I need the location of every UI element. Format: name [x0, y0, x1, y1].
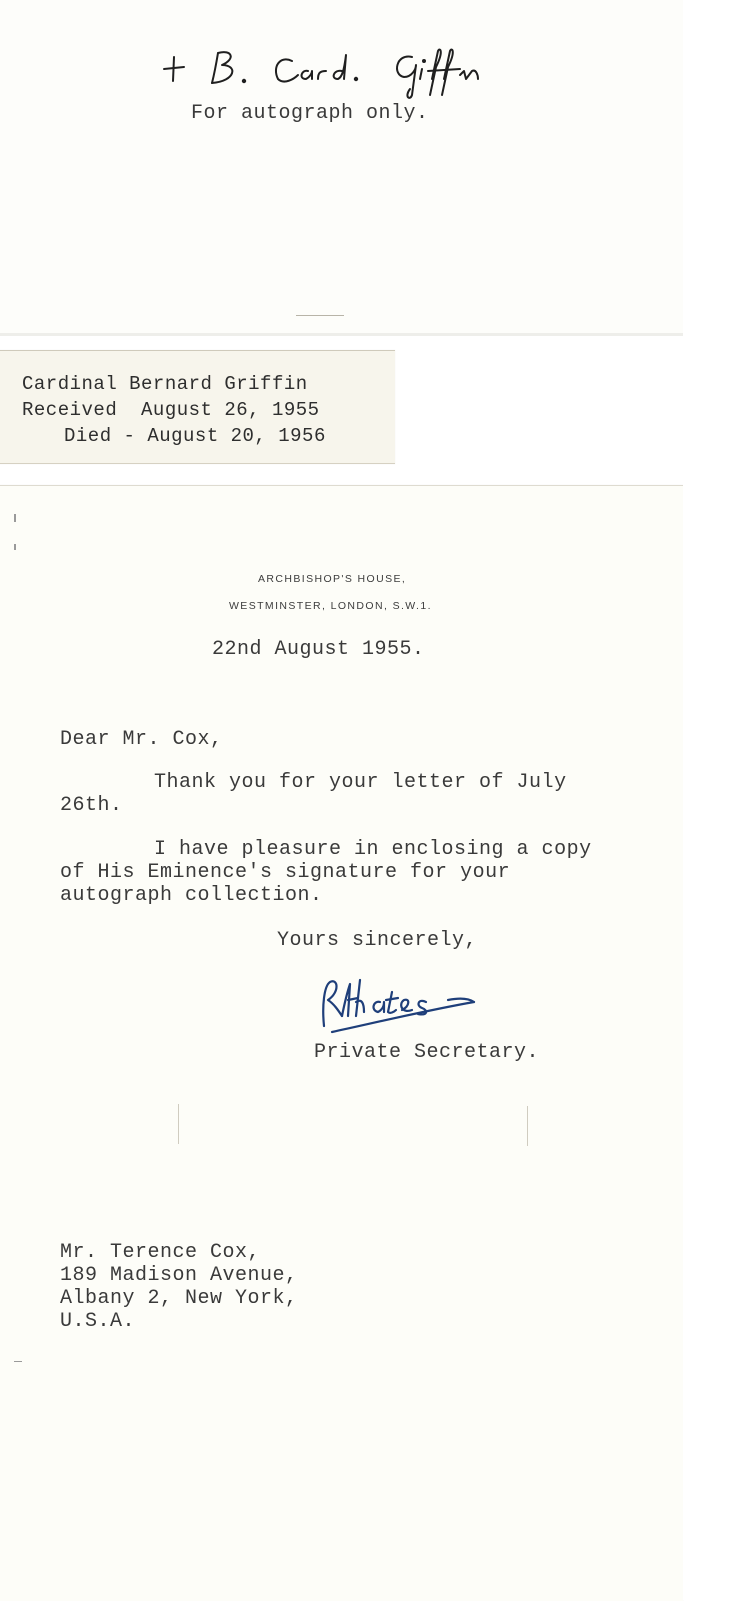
address-line-3: Albany 2, New York,	[60, 1287, 298, 1310]
typed-note-slip	[0, 350, 395, 464]
letter-page	[0, 485, 683, 1601]
closing: Yours sincerely,	[277, 929, 478, 952]
autograph-caption: For autograph only.	[191, 102, 429, 125]
paragraph-2-line-3: autograph collection.	[60, 884, 323, 907]
paragraph-2-line-2: of His Eminence's signature for your	[60, 861, 511, 884]
paragraph-2-line-1: I have pleasure in enclosing a copy	[154, 838, 592, 861]
paragraph-1-line-2: 26th.	[60, 794, 123, 817]
fold-mark	[527, 1106, 528, 1146]
margin-mark	[14, 1361, 22, 1362]
address-line-2: 189 Madison Avenue,	[60, 1264, 298, 1287]
paper-edge	[0, 333, 683, 336]
note-name-line: Cardinal Bernard Griffin	[22, 373, 308, 395]
margin-mark	[14, 514, 16, 522]
address-line-1: Mr. Terence Cox,	[60, 1241, 261, 1264]
margin-mark	[14, 544, 16, 550]
cardinal-signature	[160, 45, 490, 100]
fold-mark	[296, 315, 344, 316]
fold-mark	[178, 1104, 179, 1144]
note-received-line: Received August 26, 1955	[22, 399, 320, 421]
address-line-4: U.S.A.	[60, 1310, 136, 1333]
scan-margin	[683, 0, 739, 1600]
secretary-signature	[318, 976, 488, 1036]
note-died-line: Died - August 20, 1956	[64, 425, 326, 447]
letterhead-address: ARCHBISHOP'S HOUSE,	[258, 573, 407, 585]
autograph-card	[0, 0, 683, 333]
salutation: Dear Mr. Cox,	[60, 728, 223, 751]
letterhead-city: WESTMINSTER, LONDON, S.W.1.	[229, 600, 432, 612]
signatory-title: Private Secretary.	[314, 1041, 540, 1064]
paragraph-1-line-1: Thank you for your letter of July	[154, 771, 567, 794]
letter-date: 22nd August 1955.	[212, 638, 425, 661]
